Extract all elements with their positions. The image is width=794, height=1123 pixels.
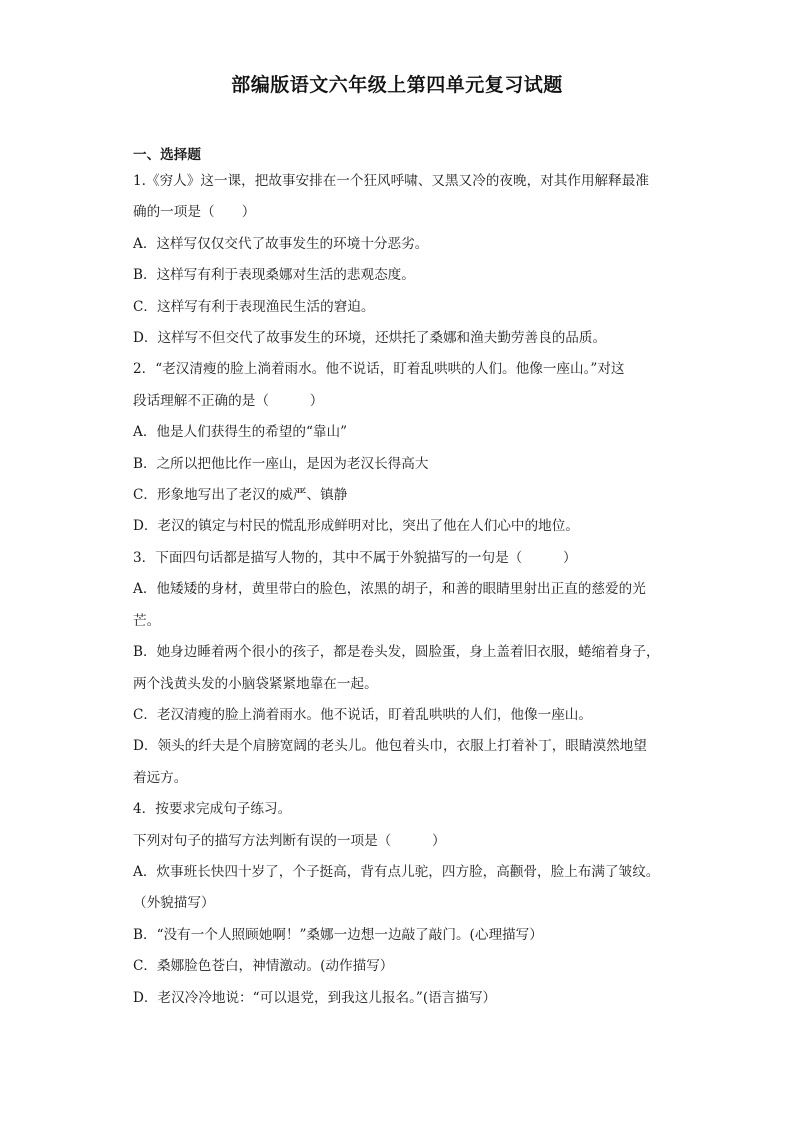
text-line: 1.《穷人》这一课，把故事安排在一个狂风呼啸、又黑又冷的夜晚，对其作用解释最准 bbox=[133, 173, 649, 189]
text-line: B．这样写有利于表现桑娜对生活的悲观态度。 bbox=[133, 267, 415, 284]
text-line: 段话理解不正确的是（ ） bbox=[133, 392, 324, 409]
text-line: C．桑娜脸色苍白，神情激动。(动作描写） bbox=[133, 958, 394, 975]
text-line: B．“没有一个人照顾她啊！”桑娜一边想一边敲了敲门。(心理描写） bbox=[133, 926, 543, 943]
text-line: B．之所以把他比作一座山，是因为老汉长得高大 bbox=[133, 455, 429, 472]
text-line: 4．按要求完成句子练习。 bbox=[133, 801, 292, 818]
text-line: 着远方。 bbox=[133, 769, 188, 786]
text-line: D．领头的纤夫是个肩膀宽阔的老头儿。他包着头巾，衣服上打着补丁，眼睛漠然地望 bbox=[133, 738, 647, 755]
text-line: A．这样写仅仅交代了故事发生的环境十分恶劣。 bbox=[133, 235, 429, 252]
text-line: 下列对句子的描写方法判断有误的一项是（ ） bbox=[133, 832, 446, 849]
text-line: 芒。 bbox=[133, 612, 161, 629]
text-line: A．他矮矮的身材，黄里带白的脸色，浓黑的胡子，和善的眼睛里射出正直的慈爱的光 bbox=[133, 581, 646, 598]
text-line: B．她身边睡着两个很小的孩子，都是卷头发，圆脸蛋，身上盖着旧衣服，蜷缩着身子， bbox=[133, 644, 660, 661]
text-line: D．老汉冷冷地说：“可以退党，到我这儿报名。”(语言描写） bbox=[133, 989, 497, 1006]
section-heading: 一、选择题 bbox=[133, 147, 201, 163]
document-title: 部编版语文六年级上第四单元复习试题 bbox=[231, 74, 563, 96]
text-line: D．这样写不但交代了故事发生的环境，还烘托了桑娜和渔夫勤劳善良的品质。 bbox=[133, 330, 607, 347]
text-line: A．他是人们获得生的希望的“靠山” bbox=[133, 424, 348, 441]
document-body bbox=[133, 144, 673, 1014]
text-line: 两个浅黄头发的小脑袋紧紧地靠在一起。 bbox=[133, 675, 378, 692]
text-line: C．老汉清瘦的脸上淌着雨水。他不说话，盯着乱哄哄的人们，他像一座山。 bbox=[133, 706, 592, 723]
text-line: 2．“老汉清瘦的脸上淌着雨水。他不说话，盯着乱哄哄的人们。他像一座山。”对这 bbox=[133, 361, 625, 378]
text-line: 3．下面四句话都是描写人物的，其中不属于外貌描写的一句是（ ） bbox=[133, 549, 577, 566]
text-line: A．炊事班长快四十岁了，个子挺高，背有点儿驼，四方脸，高颧骨，脸上布满了皱纹。 bbox=[133, 863, 660, 880]
text-line: （外貌描写） bbox=[133, 895, 215, 912]
text-line: C．形象地写出了老汉的威严、镇静 bbox=[133, 487, 348, 504]
text-line: D．老汉的镇定与村民的慌乱形成鲜明对比，突出了他在人们心中的地位。 bbox=[133, 518, 579, 535]
text-line: 确的一项是（ ） bbox=[133, 204, 256, 221]
text-line: C．这样写有利于表现渔民生活的窘迫。 bbox=[133, 298, 375, 315]
